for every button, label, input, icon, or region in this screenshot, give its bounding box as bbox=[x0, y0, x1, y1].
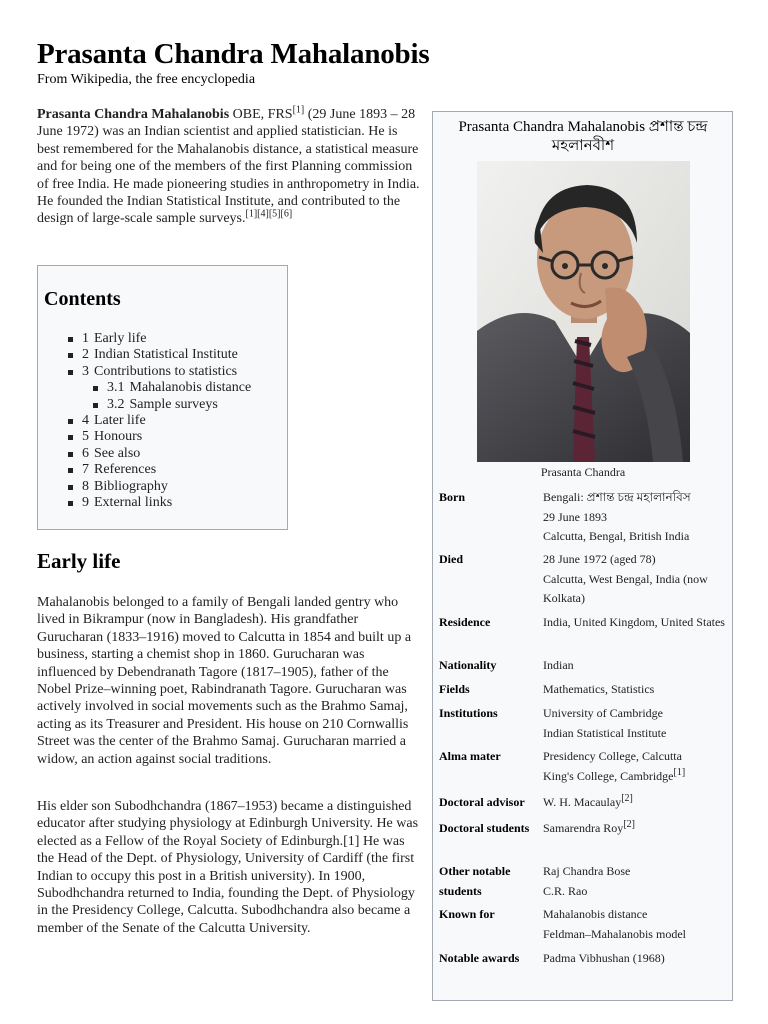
toc-item[interactable] bbox=[68, 446, 283, 462]
toc-item-number: 2 bbox=[82, 347, 89, 363]
infobox-label: Known for bbox=[439, 907, 495, 921]
infobox-label: Alma mater bbox=[439, 749, 501, 763]
student-link[interactable]: Raj Chandra Bose bbox=[543, 864, 631, 878]
toc-item-number: 3.1 bbox=[107, 380, 125, 396]
toc-item[interactable] bbox=[68, 429, 283, 445]
lead-ref-1[interactable]: [1] bbox=[292, 104, 305, 116]
infobox-row-doctoral-advisor bbox=[439, 793, 729, 819]
toc-item-number: 5 bbox=[82, 429, 89, 445]
died-place[interactable]: Calcutta, West Bengal, India (now Kolkata) bbox=[543, 571, 708, 605]
died-date: 28 June 1972 (aged 78) bbox=[543, 552, 656, 566]
toc-item-label[interactable]: Contributions to statistics bbox=[94, 363, 238, 379]
infobox-row-known-for bbox=[439, 905, 729, 949]
infobox-value[interactable]: India, United Kingdom, United States bbox=[543, 615, 725, 629]
infobox-title: Prasanta Chandra Mahalanobis প্রশান্ত চন্দ্র মহলানবীশ bbox=[458, 119, 708, 154]
infobox-row-nationality bbox=[439, 656, 729, 680]
infobox-label: Born bbox=[439, 490, 466, 504]
alma-mater-ref[interactable]: [1] bbox=[673, 766, 686, 778]
infobox-value bbox=[543, 704, 729, 743]
infobox-row-other-students bbox=[439, 862, 729, 905]
infobox-label: Fields bbox=[439, 682, 470, 696]
infobox-label: Residence bbox=[439, 615, 491, 629]
alma-mater-name[interactable]: King's College, Cambridge bbox=[543, 768, 674, 783]
infobox-row-born bbox=[439, 488, 729, 550]
toc-subitem[interactable] bbox=[93, 380, 283, 396]
toc-item-number: 6 bbox=[82, 445, 89, 461]
portrait-caption: Prasanta Chandra bbox=[540, 465, 626, 479]
toc-item-number: 8 bbox=[82, 478, 89, 494]
infobox-label: Doctoral advisor bbox=[439, 795, 525, 809]
toc-item-label[interactable]: Indian Statistical Institute bbox=[94, 347, 238, 363]
institution-link[interactable]: University of Cambridge bbox=[543, 706, 663, 720]
infobox-row-alma-mater bbox=[439, 747, 729, 793]
doctoral-advisor-link[interactable]: W. H. Macaulay bbox=[543, 795, 622, 809]
born-place[interactable]: Calcutta, Bengal, British India bbox=[543, 529, 690, 543]
infobox-value bbox=[543, 747, 729, 786]
toc-item[interactable] bbox=[68, 479, 283, 495]
infobox-row-died bbox=[439, 550, 729, 613]
toc-item[interactable] bbox=[68, 495, 283, 511]
toc-item[interactable] bbox=[68, 364, 283, 380]
toc-item-label[interactable]: Later life bbox=[94, 413, 146, 429]
doctoral-student-ref[interactable]: [2] bbox=[623, 819, 635, 830]
infobox-value[interactable]: Mathematics, Statistics bbox=[543, 682, 655, 696]
infobox-rows bbox=[439, 488, 729, 973]
portrait-illustration bbox=[477, 161, 690, 462]
toc-item[interactable] bbox=[68, 347, 283, 363]
early-life-paragraph-1: Mahalanobis belonged to a family of Bengali landed gentry who lived in Bikrampur (now in Bangladesh). His grandfather Gurucharan (1833–1916) moved to Calcutta in 1854 and built up a business, starting a chemist shop in 1860. Gurucharan was influenced by Debendranath Tagore (1817–1905), father of the Nobel Prize–winning poet, Rabindranath Tagore. Gurucharan was actively involved in social movements such as the Brahmo Samaj, acting as its Treasurer and President. His house on 210 Cornwallis Street was the center of the Brahmo Samaj. Gurucharan married a widow, an action against social traditions. bbox=[37, 595, 412, 767]
toc-title: Contents bbox=[44, 288, 121, 310]
lead-refs-end[interactable]: [1][4][5][6] bbox=[245, 208, 293, 220]
infobox-label: Died bbox=[439, 552, 463, 566]
infobox-value bbox=[543, 550, 729, 609]
lead-honours[interactable]: OBE, FRS bbox=[229, 107, 293, 122]
infobox-value bbox=[543, 793, 729, 813]
page-title: Prasanta Chandra Mahalanobis bbox=[37, 38, 430, 70]
toc-item[interactable] bbox=[68, 331, 283, 347]
infobox-value bbox=[543, 488, 729, 547]
lead-paragraph bbox=[37, 106, 421, 228]
infobox-value bbox=[543, 862, 729, 901]
infobox bbox=[432, 111, 733, 1001]
known-for-link[interactable]: Feldman–Mahalanobis model bbox=[543, 926, 686, 941]
portrait-photo[interactable] bbox=[477, 161, 690, 462]
toc-item-number: 1 bbox=[82, 331, 89, 346]
toc-subitem[interactable] bbox=[93, 397, 283, 413]
infobox-value bbox=[543, 905, 729, 944]
toc-item-label[interactable]: External links bbox=[94, 495, 173, 511]
toc-item-label[interactable]: Mahalanobis distance bbox=[129, 380, 252, 396]
toc-item-number: 3.2 bbox=[107, 396, 125, 412]
toc-item-label[interactable]: See also bbox=[94, 445, 141, 461]
infobox-row-doctoral-students bbox=[439, 819, 729, 862]
alma-mater-link[interactable] bbox=[543, 767, 729, 787]
infobox-label: Institutions bbox=[439, 706, 498, 720]
infobox-value bbox=[543, 819, 729, 839]
toc-item-number: 9 bbox=[82, 495, 89, 511]
toc-item[interactable] bbox=[68, 413, 283, 429]
institution-link[interactable]: Indian Statistical Institute bbox=[543, 725, 667, 740]
toc-list bbox=[68, 331, 283, 511]
section-heading-early-life: Early life bbox=[37, 549, 121, 573]
lead-bold-name: Prasanta Chandra Mahalanobis bbox=[37, 107, 230, 122]
page-tagline: From Wikipedia, the free encyclopedia bbox=[37, 72, 256, 87]
toc-item-label[interactable]: Sample surveys bbox=[129, 396, 218, 412]
toc-item-label[interactable]: Early life bbox=[94, 331, 147, 346]
born-date: 29 June 1893 bbox=[543, 509, 607, 524]
infobox-label: Doctoral students bbox=[439, 821, 530, 835]
toc-item-number: 4 bbox=[82, 413, 89, 429]
toc-item-number: 7 bbox=[82, 462, 89, 478]
early-life-paragraph-2: His elder son Subodhchandra (1867–1953) became a distinguished educator after studying physiology at Edinburgh University. He was elected as a Fellow of the Royal Society of Edinburgh.[1] He was the Head of the Dept. of Physiology, University of Cardiff (the first Indian to occupy this post in a British university). In 1900, Subodhchandra returned to India, founding the Dept. of Physiology in the Presidency College, Calcutta. Subodhchandra also became a member of the Senate of the Calcutta University. bbox=[37, 799, 419, 936]
infobox-label: Notable awards bbox=[439, 951, 520, 965]
known-for-link[interactable]: Mahalanobis distance bbox=[543, 907, 648, 921]
toc-item-label[interactable]: Bibliography bbox=[94, 478, 168, 494]
infobox-label: Other notable students bbox=[439, 864, 511, 898]
infobox-value: Indian bbox=[543, 658, 574, 672]
table-of-contents bbox=[37, 265, 288, 530]
infobox-row-residence bbox=[439, 613, 729, 656]
toc-item-label[interactable]: References bbox=[94, 462, 157, 478]
infobox-label: Nationality bbox=[439, 658, 497, 672]
toc-item-label[interactable]: Honours bbox=[94, 429, 143, 445]
born-native-name: Bengali: প্রশান্ত চন্দ্র মহালানবিস bbox=[543, 490, 691, 504]
alma-mater-link[interactable]: Presidency College, Calcutta bbox=[543, 749, 682, 763]
infobox-row-awards bbox=[439, 949, 729, 973]
toc-item-number: 3 bbox=[82, 363, 89, 379]
lead-text: (29 June 1893 – 28 June 1972) was an Indian scientist and applied statistician. He is best remembered for the Mahalanobis distance, a statistical measure and for being one of the members of the first Planning commission of free India. He made pioneering studies in anthropometry in India. He founded the Indian Statistical Institute, and contributed to the design of large-scale sample surveys. bbox=[37, 107, 420, 227]
toc-item[interactable] bbox=[68, 462, 283, 478]
infobox-row-fields bbox=[439, 680, 729, 704]
doctoral-advisor-ref[interactable]: [2] bbox=[621, 793, 633, 804]
infobox-row-institutions bbox=[439, 704, 729, 747]
infobox-value[interactable]: Padma Vibhushan (1968) bbox=[543, 951, 665, 965]
doctoral-student-link[interactable]: Samarendra Roy bbox=[543, 821, 624, 835]
student-link[interactable]: C.R. Rao bbox=[543, 883, 588, 898]
